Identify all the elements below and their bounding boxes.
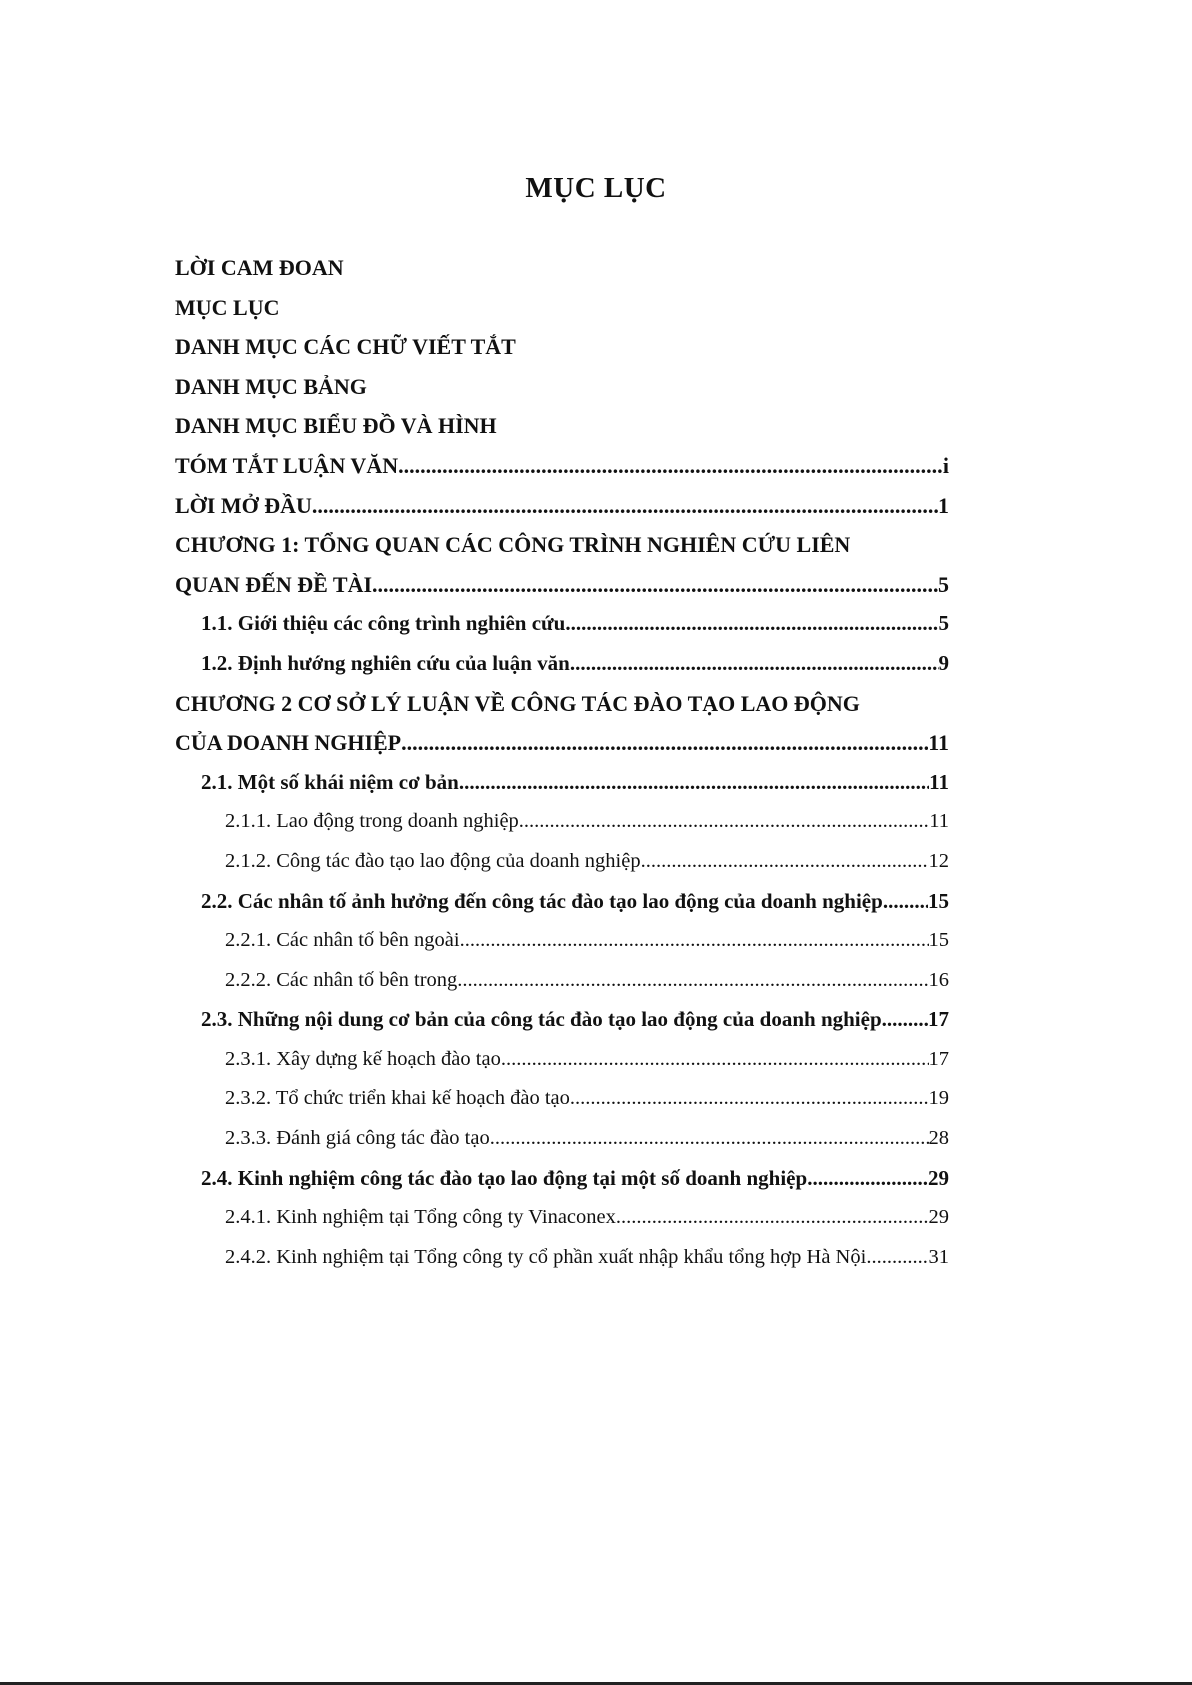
toc-entry-page-number: 29 [928, 1206, 949, 1229]
toc-entry-title: 1.2. Định hướng nghiên cứu của luận văn [201, 650, 570, 675]
toc-entry[interactable] [175, 1119, 949, 1159]
toc-entry-page-number: 15 [928, 888, 949, 913]
page-title: MỤC LỤC [525, 172, 667, 204]
dot-leader [570, 644, 939, 684]
toc-entry-title: 2.4.1. Kinh nghiệm tại Tổng công ty Vinaconex [225, 1206, 616, 1229]
dot-leader [616, 1198, 929, 1238]
toc-entry[interactable] [175, 406, 949, 446]
dot-leader [460, 921, 929, 961]
toc-entry[interactable] [175, 802, 949, 842]
toc-entry[interactable] [175, 644, 949, 684]
toc-entry-title: CỦA DOANH NGHIỆP [175, 730, 402, 756]
toc-entry[interactable] [175, 367, 949, 407]
dot-leader [882, 1000, 928, 1040]
toc-entry-page-number: 31 [928, 1245, 949, 1268]
toc-entry-page-number: 11 [929, 810, 949, 833]
toc-entry-page-number: 19 [928, 1087, 949, 1110]
toc-entry-title: 2.1.1. Lao động trong doanh nghiệp [225, 810, 519, 833]
toc-entry-title: 2.3.3. Đánh giá công tác đào tạo [225, 1127, 490, 1150]
toc-entry-page-number: 15 [928, 929, 949, 952]
toc-entry-title: DANH MỤC CÁC CHỮ VIẾT TẮT [175, 334, 516, 360]
toc-entry-title: LỜI CAM ĐOAN [175, 255, 344, 280]
toc-entry-title: 2.3. Những nội dung cơ bản của công tác đào tạo lao động của doanh nghiệp [201, 1007, 882, 1032]
toc-entry-title: 2.3.1. Xây dựng kế hoạch đào tạo [225, 1047, 501, 1070]
toc-entry-page-number: 17 [928, 1047, 949, 1070]
toc-entry[interactable] [175, 1159, 949, 1199]
toc-entry[interactable] [175, 288, 949, 328]
table-of-contents [175, 248, 949, 1277]
toc-entry-title: 2.4.2. Kinh nghiệm tại Tổng công ty cổ phần xuất nhập khẩu tổng hợp Hà Nội [225, 1245, 867, 1268]
toc-entry-title: 1.1. Giới thiệu các công trình nghiên cứu [201, 611, 566, 636]
dot-leader [398, 446, 943, 486]
toc-entry-page-number: 28 [928, 1127, 949, 1150]
toc-entry-title: 2.3.2. Tổ chức triển khai kế hoạch đào tạo [225, 1087, 570, 1110]
toc-entry[interactable] [175, 248, 949, 288]
toc-entry-title: 2.4. Kinh nghiệm công tác đào tạo lao động tại một số doanh nghiệp [201, 1165, 808, 1190]
dot-leader [866, 1238, 928, 1278]
toc-entry-title: MỤC LỤC [175, 294, 280, 320]
toc-entry[interactable] [175, 525, 949, 565]
toc-entry-title: 2.1.2. Công tác đào tạo lao động của doanh nghiệp [225, 849, 641, 872]
dot-leader [401, 723, 928, 763]
toc-entry[interactable] [175, 723, 949, 763]
toc-entry[interactable] [175, 882, 949, 922]
toc-entry-title: 2.2. Các nhân tố ảnh hưởng đến công tác đào tạo lao động của doanh nghiệp [201, 888, 883, 913]
toc-entry[interactable] [175, 763, 949, 803]
toc-entry-page-number: 11 [929, 769, 949, 794]
toc-entry[interactable] [175, 1198, 949, 1238]
dot-leader [312, 486, 938, 526]
toc-entry-title: DANH MỤC BẢNG [175, 373, 367, 399]
toc-entry[interactable] [175, 684, 949, 724]
dot-leader [570, 1079, 929, 1119]
toc-entry[interactable] [175, 961, 949, 1001]
dot-leader [457, 961, 928, 1001]
dot-leader [565, 604, 938, 644]
dot-leader [372, 565, 938, 605]
dot-leader [641, 842, 929, 882]
toc-entry-page-number: 5 [938, 571, 949, 597]
dot-leader [459, 763, 929, 803]
toc-entry-title: TÓM TẮT LUẬN VĂN [175, 452, 399, 478]
toc-entry-title: CHƯƠNG 1: TỔNG QUAN CÁC CÔNG TRÌNH NGHIÊN CỨU LIÊN [175, 532, 851, 558]
toc-entry-title: 2.2.2. Các nhân tố bên trong [225, 968, 458, 991]
dot-leader [501, 1040, 929, 1080]
toc-entry-title: DANH MỤC BIỂU ĐỒ VÀ HÌNH [175, 413, 497, 439]
toc-entry[interactable] [175, 1079, 949, 1119]
toc-entry[interactable] [175, 921, 949, 961]
dot-leader [807, 1159, 928, 1199]
toc-entry-page-number: 16 [928, 968, 949, 991]
toc-entry-title: QUAN ĐẾN ĐỀ TÀI [175, 571, 373, 597]
toc-entry-page-number: 1 [938, 492, 949, 518]
dot-leader [883, 882, 928, 922]
dot-leader [519, 802, 929, 842]
toc-entry[interactable] [175, 1000, 949, 1040]
toc-entry-title: LỜI MỞ ĐẦU [175, 492, 312, 518]
toc-entry-page-number: i [942, 452, 949, 478]
toc-entry-page-number: 12 [928, 849, 949, 872]
toc-entry-page-number: 5 [938, 611, 949, 636]
toc-entry[interactable] [175, 446, 949, 486]
dot-leader [490, 1119, 929, 1159]
toc-entry-page-number: 17 [928, 1007, 949, 1032]
toc-entry-title: CHƯƠNG 2 CƠ SỞ LÝ LUẬN VỀ CÔNG TÁC ĐÀO TẠO LAO ĐỘNG [175, 690, 860, 716]
toc-entry-title: 2.2.1. Các nhân tố bên ngoài [225, 929, 460, 952]
toc-entry[interactable] [175, 604, 949, 644]
toc-entry-title: 2.1. Một số khái niệm cơ bản [201, 769, 459, 794]
toc-entry[interactable] [175, 842, 949, 882]
toc-entry[interactable] [175, 1040, 949, 1080]
toc-entry[interactable] [175, 565, 949, 605]
toc-entry[interactable] [175, 327, 949, 367]
toc-entry-page-number: 9 [938, 650, 949, 675]
toc-entry[interactable] [175, 1238, 949, 1278]
toc-entry[interactable] [175, 486, 949, 526]
toc-entry-page-number: 29 [928, 1165, 949, 1190]
toc-entry-page-number: 11 [928, 730, 949, 756]
